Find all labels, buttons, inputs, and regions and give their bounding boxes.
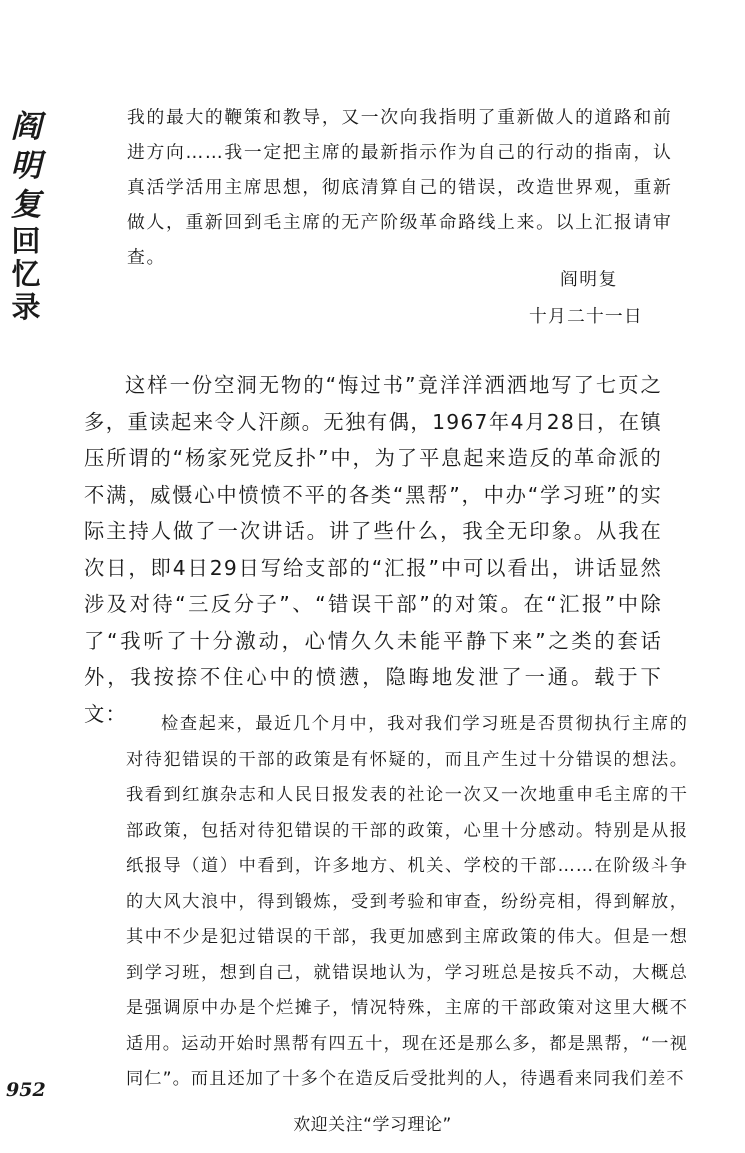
signature-name: 阎明复: [560, 269, 618, 290]
quoted-report-excerpt: 检查起来，最近几个月中，我对我们学习班是否贯彻执行主席的对待犯错误的干部的政策是有怀疑的，而且产生过十分错误的想法。我看到红旗杂志和人民日报发表的社论一次又一次地重申毛主席的干部政策，包括对待犯错误的干部的政策，心里十分感动。特别是从报纸报导（道）中看到，许多地方、机关、学校的干部……在阶级斗争的大风大浪中，得到锻炼，受到考验和审查，纷纷亮相，得到解放，其中不少是犯过错误的干部，我更加感到主席政策的伟大。但是一想到学习班，想到自己，就错误地认为，学习班总是按兵不动，大概总是强调原中办是个烂摊子，情况特殊，主席的干部政策对这里大概不适用。运动开始时黑帮有四五十，现在还是那么多，都是黑帮，“一视同仁”。而且还加了十多个在造反后受批判的人，待遇看来同我们差不: [126, 714, 688, 1089]
side-title: [6, 108, 46, 324]
book-author-name: 阎明复: [10, 109, 42, 223]
body-paragraph: 这样一份空洞无物的“悔过书”竟洋洋洒洒地写了七页之多，重读起来令人汗颜。无独有偶，1967年4月28日，在镇压所谓的“杨家死党反扑”中，为了平息起来造反的革命派的不满，威慑心中愤愤不平的各类“黑帮”，中办“学习班”的实际主持人做了一次讲话。讲了些什么，我全无印象。从我在次日，即4日29日写给支部的“汇报”中可以看出，讲话显然涉及对待“三反分子”、“错误干部”的对策。在“汇报”中除了“我听了十分激动，心情久久未能平静下来”之类的套话外，我按捺不住心中的愤懑，隐晦地发泄了一通。载于下文：: [84, 373, 662, 726]
footer-caption: 欢迎关注“学习理论”: [293, 1115, 452, 1135]
quoted-report-continuation: 我的最大的鞭策和教导，又一次向我指明了重新做人的道路和前进方向……我一定把主席的最新指示作为自己的行动的指南，认真活学活用主席思想，彻底清算自己的错误，改造世界观，重新做人，重新回到毛主席的无产阶级革命路线上来。以上汇报请审查。: [127, 107, 673, 268]
page-number: 952: [6, 1079, 46, 1101]
signature-date: 十月二十一日: [529, 306, 643, 327]
book-title-memoir: 回忆录: [11, 224, 41, 324]
